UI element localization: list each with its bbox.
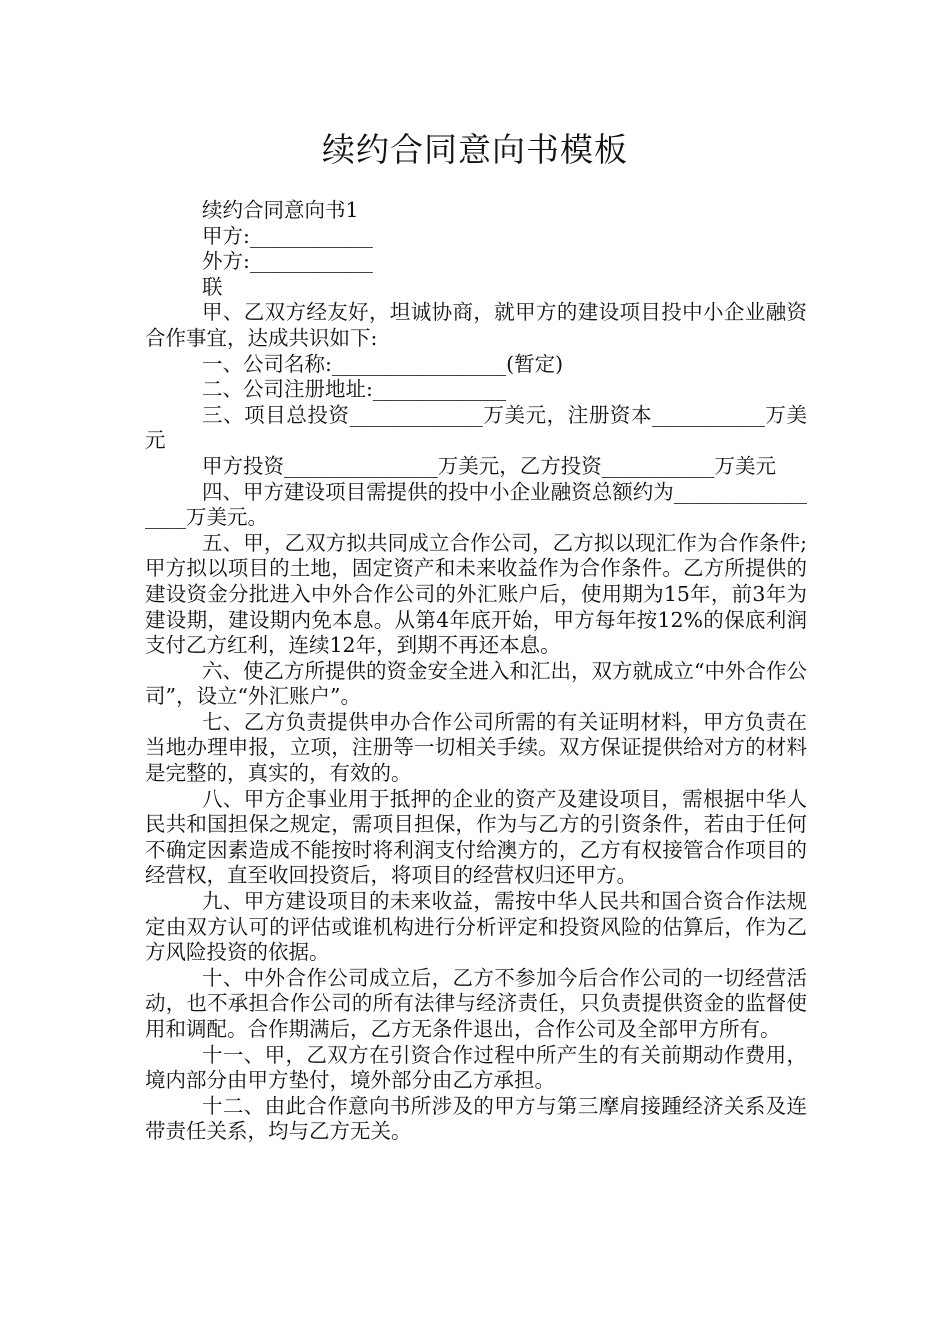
clause-3-investment: 甲方投资_______________万美元，乙方投资___________万美元 xyxy=(202,453,776,478)
paragraph-intro: 甲、乙双方经友好，坦诚协商，就甲方的建设项目投中小企业融资合作事宜，达成共识如下: xyxy=(145,300,807,350)
clause-5: 五、甲，乙双方拟共同成立合作公司，乙方拟以现汇作为合作条件;甲方拟以项目的土地，固定资产和未来收益作为合作条件。乙方所提供的建设资金分批进入中外合作公司的外汇账户后，使用期为15年，前3年为建设期，建设期内免本息。从第4年底开始，甲方每年按12%的保底利润支付乙方红利，连续12年，到期不再还本息。 xyxy=(145,530,807,658)
paragraph-heading: 续约合同意向书1 xyxy=(202,198,359,222)
document-title: 续约合同意向书模板 xyxy=(322,130,628,169)
clause-4: 四、甲方建设项目需提供的投中小企业融资总额约为_________________万美元。 xyxy=(145,479,807,530)
paragraph-lian: 联 xyxy=(202,274,223,299)
clause-3: 三、项目总投资_____________万美元，注册资本___________万美元 xyxy=(145,402,807,453)
paragraph-party-foreign: 外方:____________ xyxy=(202,249,373,274)
clause-8: 八、甲方企事业用于抵押的企业的资产及建设项目，需根据中华人民共和国担保之规定，需项目担保，作为与乙方的引资条件，若由于任何不确定因素造成不能按时将利润支付给澳方的，乙方有权接管合作项目的经营权，直至收回投资后，将项目的经营权归还甲方。 xyxy=(145,786,807,888)
clause-7: 七、乙方负责提供申办合作公司所需的有关证明材料，甲方负责在当地办理申报，立项，注册等一切相关手续。双方保证提供给对方的材料是完整的，真实的，有效的。 xyxy=(145,709,807,786)
clause-9: 九、甲方建设项目的未来收益，需按中华人民共和国合资合作法规定由双方认可的评估或谁机构进行分析评定和投资风险的估算后，作为乙方风险投资的依据。 xyxy=(145,889,807,965)
document-body xyxy=(145,198,807,1145)
clause-12: 十二、由此合作意向书所涉及的甲方与第三摩肩接踵经济关系及连带责任关系，均与乙方无关。 xyxy=(145,1093,807,1144)
clause-1: 一、公司名称:_________________(暂定) xyxy=(202,351,564,376)
clause-11: 十一、甲，乙双方在引资合作过程中所产生的有关前期动作费用，境内部分由甲方垫付，境外部分由乙方承担。 xyxy=(145,1042,807,1093)
clause-2: 二、公司注册地址:_____________ xyxy=(202,377,507,402)
paragraph-party-a: 甲方:____________ xyxy=(202,223,373,248)
clause-6: 六、使乙方所提供的资金安全进入和汇出，双方就成立“中外合作公司”，设立“外汇账户”。 xyxy=(145,658,807,709)
clause-10: 十、中外合作公司成立后，乙方不参加今后合作公司的一切经营活动，也不承担合作公司的所有法律与经济责任，只负责提供资金的监督使用和调配。合作期满后，乙方无条件退出，合作公司及全部甲方所有。 xyxy=(145,965,807,1041)
